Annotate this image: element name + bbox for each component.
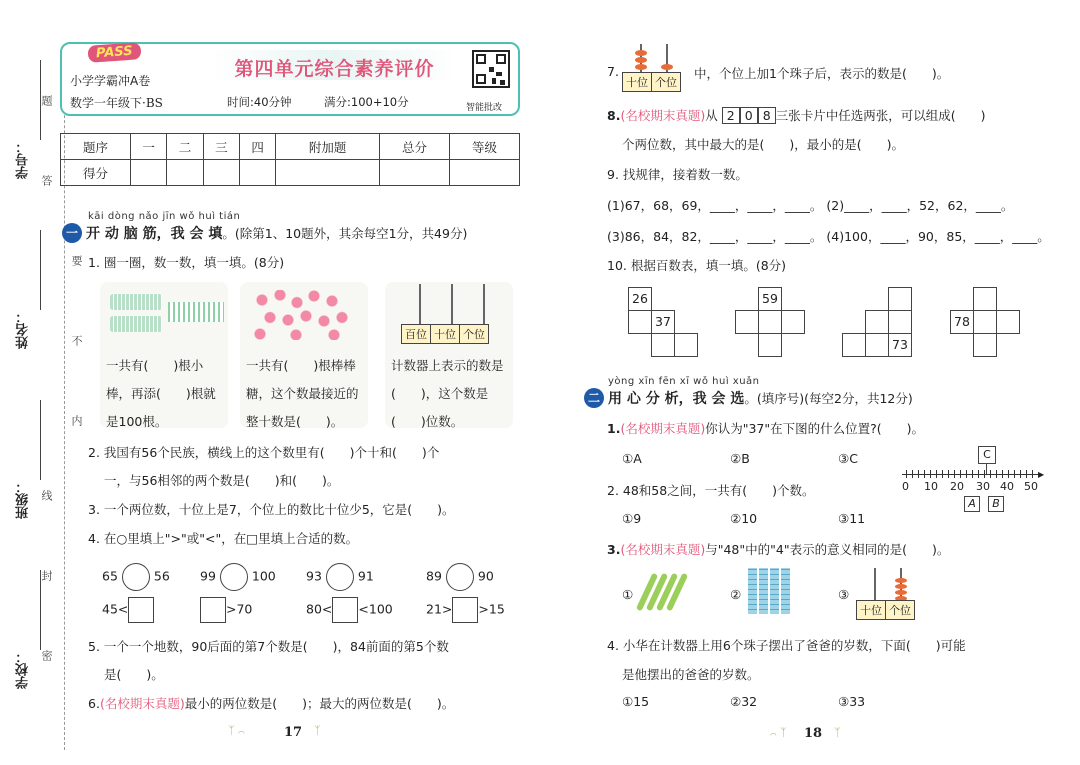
s2q2-option[interactable]: ②10 bbox=[730, 511, 758, 526]
school-label: 学校： bbox=[16, 650, 31, 689]
fill-suffix: >70 bbox=[226, 601, 253, 617]
counter-place-label: 个位 bbox=[889, 604, 911, 617]
margin-char: 密 bbox=[40, 650, 53, 661]
grid-cell: 78 bbox=[950, 310, 974, 334]
counter-place-label: 个位 bbox=[463, 328, 485, 341]
s2q1-option[interactable]: ③C bbox=[838, 451, 858, 466]
q8-pre: 从 bbox=[705, 108, 718, 123]
section1-note: 。(除第1、10题外，其余每空1分，共49分) bbox=[222, 226, 468, 241]
q4-text: 4. 在○里填上">"或"<"，在□里填上合适的数。 bbox=[88, 531, 359, 546]
margin-char: 要 bbox=[70, 255, 83, 266]
q4-fill-3 bbox=[306, 597, 393, 623]
s2q3-text: 与"48"中的"4"表示的意义相同的是( )。 bbox=[705, 542, 950, 557]
section1-pinyin: kāi dòng nǎo jīn wǒ huì tián bbox=[88, 211, 241, 222]
q1-card3-text: 计数器上表示的数是( )，这个数是( )位数。 bbox=[391, 358, 504, 429]
margin-char: 线 bbox=[40, 490, 53, 501]
fill-box[interactable] bbox=[452, 597, 478, 623]
q4-compare-2 bbox=[200, 563, 276, 591]
score-cell: 附加题 bbox=[276, 134, 380, 160]
compare-circle[interactable] bbox=[326, 563, 354, 591]
score-cell: 题序 bbox=[61, 134, 131, 160]
q6-number: 6. bbox=[88, 696, 100, 711]
number-card: 8 bbox=[758, 107, 776, 124]
stick-bundles-icon bbox=[110, 294, 166, 334]
fill-box[interactable] bbox=[332, 597, 358, 623]
r-q7-text: 中，个位上加1个珠子后，表示的数是( )。 bbox=[694, 66, 950, 81]
sprout-icon: ⌒ ᛉ bbox=[770, 726, 787, 739]
q8-post: 三张卡片中任选两张，可以组成( ) bbox=[775, 108, 986, 123]
q4-compare-1 bbox=[102, 563, 170, 591]
exam-full-score: 满分:100+10分 bbox=[324, 95, 409, 109]
r-q8-line2: 个两位数，其中最大的是( )，最小的是( )。 bbox=[622, 137, 905, 152]
compare-number: 65 bbox=[102, 568, 118, 584]
tick-label: 30 bbox=[976, 480, 990, 493]
fill-suffix: <100 bbox=[358, 601, 393, 617]
s2q2-option[interactable]: ①9 bbox=[622, 511, 642, 526]
grid-cell[interactable] bbox=[842, 333, 866, 357]
q3-text: 3. 一个两位数，十位上是7，个位上的数比十位少5，它是( )。 bbox=[88, 502, 455, 517]
grid-cell[interactable] bbox=[651, 333, 675, 357]
q4-fill-2 bbox=[200, 597, 252, 623]
number-line-figure: C ▶ 0 10 20 30 40 50 A B bbox=[902, 448, 1045, 510]
grid-cell: 26 bbox=[628, 287, 652, 311]
section1-title: 开 动 脑 筋，我 会 填 bbox=[85, 226, 223, 242]
s2q1-option[interactable]: ②B bbox=[730, 451, 750, 466]
school-line[interactable] bbox=[40, 570, 41, 650]
score-input-cell[interactable] bbox=[240, 160, 276, 186]
s2q3-number: 3. bbox=[607, 542, 621, 557]
grid-cell[interactable] bbox=[996, 310, 1020, 334]
name-line[interactable] bbox=[40, 230, 41, 310]
q5-line2: 是( )。 bbox=[104, 667, 164, 682]
q1-text: 1. 圈一圈，数一数，填一填。(8分) bbox=[88, 255, 285, 270]
class-line[interactable] bbox=[40, 400, 41, 480]
q4-fill-1 bbox=[102, 597, 154, 623]
s2q1-text: 你认为"37"在下图的什么位置?( )。 bbox=[705, 421, 925, 436]
tick-label: 0 bbox=[902, 480, 909, 493]
number-line-label-c: C bbox=[978, 446, 996, 464]
margin-char: 答 bbox=[40, 175, 53, 186]
q1-card2-text: 一共有( )根棒棒糖，这个数最接近的整十数是( )。 bbox=[246, 358, 359, 429]
compare-number: 91 bbox=[357, 568, 374, 584]
r-q9-a: (1)67，68，69，____，____，____。 (2)____，____，52，62，____。 bbox=[607, 198, 1014, 213]
grid-cell[interactable] bbox=[758, 310, 782, 334]
q4-compare-3 bbox=[306, 563, 374, 591]
r-q10-text: 10. 根据百数表，填一填。(8分) bbox=[607, 258, 787, 273]
s2q3-tag: (名校期末真题) bbox=[620, 542, 706, 557]
grid-cell[interactable] bbox=[973, 287, 997, 311]
green-sticks-icon bbox=[640, 570, 682, 614]
compare-circle[interactable] bbox=[446, 563, 474, 591]
q6-text: 最小的两位数是( )；最大的两位数是( )。 bbox=[184, 696, 455, 711]
number-card: 2 bbox=[722, 107, 740, 124]
r-q9-b: (3)86，84，82，____，____，____。 (4)100，____，90，85，____，____。 bbox=[607, 229, 1050, 244]
student-id-label: 学号： bbox=[16, 140, 31, 179]
grid-cell: 37 bbox=[651, 310, 675, 334]
fill-suffix: >15 bbox=[478, 601, 505, 617]
loose-sticks-icon bbox=[168, 302, 224, 322]
grid-cell[interactable] bbox=[758, 333, 782, 357]
exam-time: 时间:40分钟 bbox=[227, 95, 292, 109]
q8-tag: (名校期末真题) bbox=[620, 108, 706, 123]
compare-number: 89 bbox=[426, 568, 442, 584]
exam-header bbox=[60, 42, 520, 116]
score-cell: 三 bbox=[203, 134, 239, 160]
q6-tag: (名校期末真题) bbox=[99, 696, 185, 711]
tick-label: 50 bbox=[1024, 480, 1038, 493]
grid-cell[interactable] bbox=[628, 310, 652, 334]
fill-prefix: 21> bbox=[426, 601, 453, 617]
sprout-icon: ᛉ bbox=[834, 726, 841, 739]
number-card: 0 bbox=[740, 107, 758, 124]
page-number-left: 17 bbox=[284, 725, 303, 740]
q1-card-counter bbox=[385, 282, 513, 428]
section1-heading bbox=[62, 223, 467, 243]
abacus-counter-icon bbox=[401, 324, 489, 344]
margin-char: 封 bbox=[40, 570, 53, 581]
counter-place-label: 十位 bbox=[431, 325, 460, 343]
counter-place-label: 百位 bbox=[402, 325, 431, 343]
score-cell: 得分 bbox=[61, 160, 131, 186]
q4-compare-4 bbox=[426, 563, 494, 591]
grid-cell[interactable] bbox=[865, 333, 889, 357]
page-number-right: 18 bbox=[804, 726, 823, 741]
section2-pinyin: yòng xīn fēn xī wǒ huì xuǎn bbox=[608, 376, 760, 387]
fill-box[interactable] bbox=[200, 597, 226, 623]
score-cell: 二 bbox=[167, 134, 203, 160]
grid-cell[interactable] bbox=[674, 333, 698, 357]
q6 bbox=[88, 694, 454, 712]
compare-number: 100 bbox=[251, 568, 276, 584]
counter-place-label: 个位 bbox=[655, 76, 677, 89]
tick-label: 10 bbox=[924, 480, 938, 493]
grid-cell[interactable] bbox=[781, 310, 805, 334]
score-input-cell[interactable] bbox=[379, 160, 449, 186]
q1-card-sticks bbox=[100, 282, 228, 428]
s2-q3 bbox=[607, 540, 949, 558]
s2q1-number: 1. bbox=[607, 421, 621, 436]
s2q1-option[interactable]: ①A bbox=[622, 451, 642, 466]
qr-caption: 智能批改 bbox=[466, 103, 503, 113]
lollipops-icon bbox=[252, 290, 352, 340]
fill-box[interactable] bbox=[128, 597, 154, 623]
margin-char: 内 bbox=[70, 415, 83, 426]
grid-cell: 73 bbox=[888, 333, 912, 357]
grid-cell[interactable] bbox=[973, 310, 997, 334]
s2q2-text: 2. 48和58之间，一共有( )个数。 bbox=[607, 483, 815, 498]
score-table bbox=[60, 133, 520, 186]
section1-badge: 一 bbox=[62, 223, 82, 243]
compare-circle[interactable] bbox=[220, 563, 248, 591]
score-cell: 四 bbox=[240, 134, 276, 160]
q2-line1: 2. 我国有56个民族，横线上的这个数里有( )个十和( )个 bbox=[88, 445, 440, 460]
class-label: 班级： bbox=[16, 480, 31, 519]
counter-place-label: 十位 bbox=[857, 601, 886, 619]
grid-cell[interactable] bbox=[888, 287, 912, 311]
abacus-counter-icon bbox=[856, 568, 922, 618]
q1-card1-text: 一共有( )根小棒，再添( )根就是100根。 bbox=[106, 358, 216, 429]
s2q3-option[interactable]: ② bbox=[730, 587, 742, 602]
score-input-cell[interactable] bbox=[130, 160, 166, 186]
s2q1-tag: (名校期末真题) bbox=[620, 421, 706, 436]
s2q4-line1: 4. 小华在计数器上用6个珠子摆出了爸爸的岁数，下面( )可能 bbox=[607, 638, 966, 653]
r-q8-line1 bbox=[607, 106, 985, 124]
s2-q1 bbox=[607, 419, 924, 437]
compare-number: 90 bbox=[477, 568, 494, 584]
grid-cell[interactable] bbox=[865, 310, 889, 334]
section2-note: 。(填序号)(每空2分，共12分) bbox=[744, 391, 913, 406]
compare-number: 99 bbox=[200, 568, 216, 584]
s2q4-option[interactable]: ②32 bbox=[730, 694, 758, 709]
grid-cell[interactable] bbox=[888, 310, 912, 334]
margin-char: 不 bbox=[70, 335, 83, 346]
r-q9-text: 9. 找规律，接着数一数。 bbox=[607, 167, 748, 182]
grid-cell[interactable] bbox=[735, 310, 759, 334]
grid-cell[interactable] bbox=[973, 333, 997, 357]
section2-heading bbox=[584, 388, 913, 408]
s2q4-option[interactable]: ①15 bbox=[622, 694, 650, 709]
q2-line2: 一，与56相邻的两个数是( )和( )。 bbox=[104, 473, 340, 488]
grid-cell: 59 bbox=[758, 287, 782, 311]
score-cell: 一 bbox=[130, 134, 166, 160]
score-input-cell[interactable] bbox=[449, 160, 519, 186]
qr-code-icon[interactable] bbox=[472, 50, 510, 88]
sprout-icon: ᛉ bbox=[314, 724, 321, 737]
pass-logo: PASS bbox=[87, 42, 141, 63]
tick-label: 20 bbox=[950, 480, 964, 493]
s2q2-option[interactable]: ③11 bbox=[838, 511, 866, 526]
tick-label: 40 bbox=[1000, 480, 1014, 493]
fill-prefix: 80< bbox=[306, 601, 333, 617]
score-input-cell[interactable] bbox=[276, 160, 380, 186]
fill-prefix: 45< bbox=[102, 601, 129, 617]
cube-columns-icon bbox=[748, 568, 792, 616]
s2q4-option[interactable]: ③33 bbox=[838, 694, 866, 709]
compare-number: 93 bbox=[306, 568, 322, 584]
number-line-label-a: A bbox=[964, 496, 980, 512]
compare-circle[interactable] bbox=[122, 563, 150, 591]
section2-title: 用 心 分 析，我 会 选 bbox=[607, 391, 745, 407]
counter-place-label: 十位 bbox=[623, 73, 652, 91]
margin-char: 题 bbox=[40, 95, 53, 106]
score-cell: 等级 bbox=[449, 134, 519, 160]
score-table-header-row bbox=[61, 134, 520, 160]
s2q4-line2: 是他摆出的爸爸的岁数。 bbox=[622, 667, 760, 682]
score-cell: 总分 bbox=[379, 134, 449, 160]
sprout-icon: ᛉ ⌒ bbox=[228, 724, 245, 737]
subject-name: 数学一年级下·BS bbox=[70, 96, 163, 110]
q8-number: 8. bbox=[607, 108, 621, 123]
q1-card-lollipops bbox=[240, 282, 368, 428]
section2-badge: 二 bbox=[584, 388, 604, 408]
name-label: 姓名： bbox=[16, 310, 31, 349]
score-input-cell[interactable] bbox=[203, 160, 239, 186]
series-name: 小学学霸冲A卷 bbox=[70, 74, 151, 88]
compare-number: 56 bbox=[153, 568, 170, 584]
score-input-cell[interactable] bbox=[167, 160, 203, 186]
q5-line1: 5. 一个一个地数，90后面的第7个数是( )，84前面的第5个数 bbox=[88, 639, 449, 654]
r-q7-number: 7. bbox=[607, 64, 619, 79]
q4-fill-4 bbox=[426, 597, 505, 623]
number-line-label-b: B bbox=[988, 496, 1004, 512]
score-table-score-row bbox=[61, 160, 520, 186]
abacus-counter-icon bbox=[622, 44, 688, 92]
s2q3-option[interactable]: ③ bbox=[838, 587, 850, 602]
s2q3-option[interactable]: ① bbox=[622, 587, 634, 602]
exam-title: 第四单元综合素养评价 bbox=[234, 58, 435, 80]
